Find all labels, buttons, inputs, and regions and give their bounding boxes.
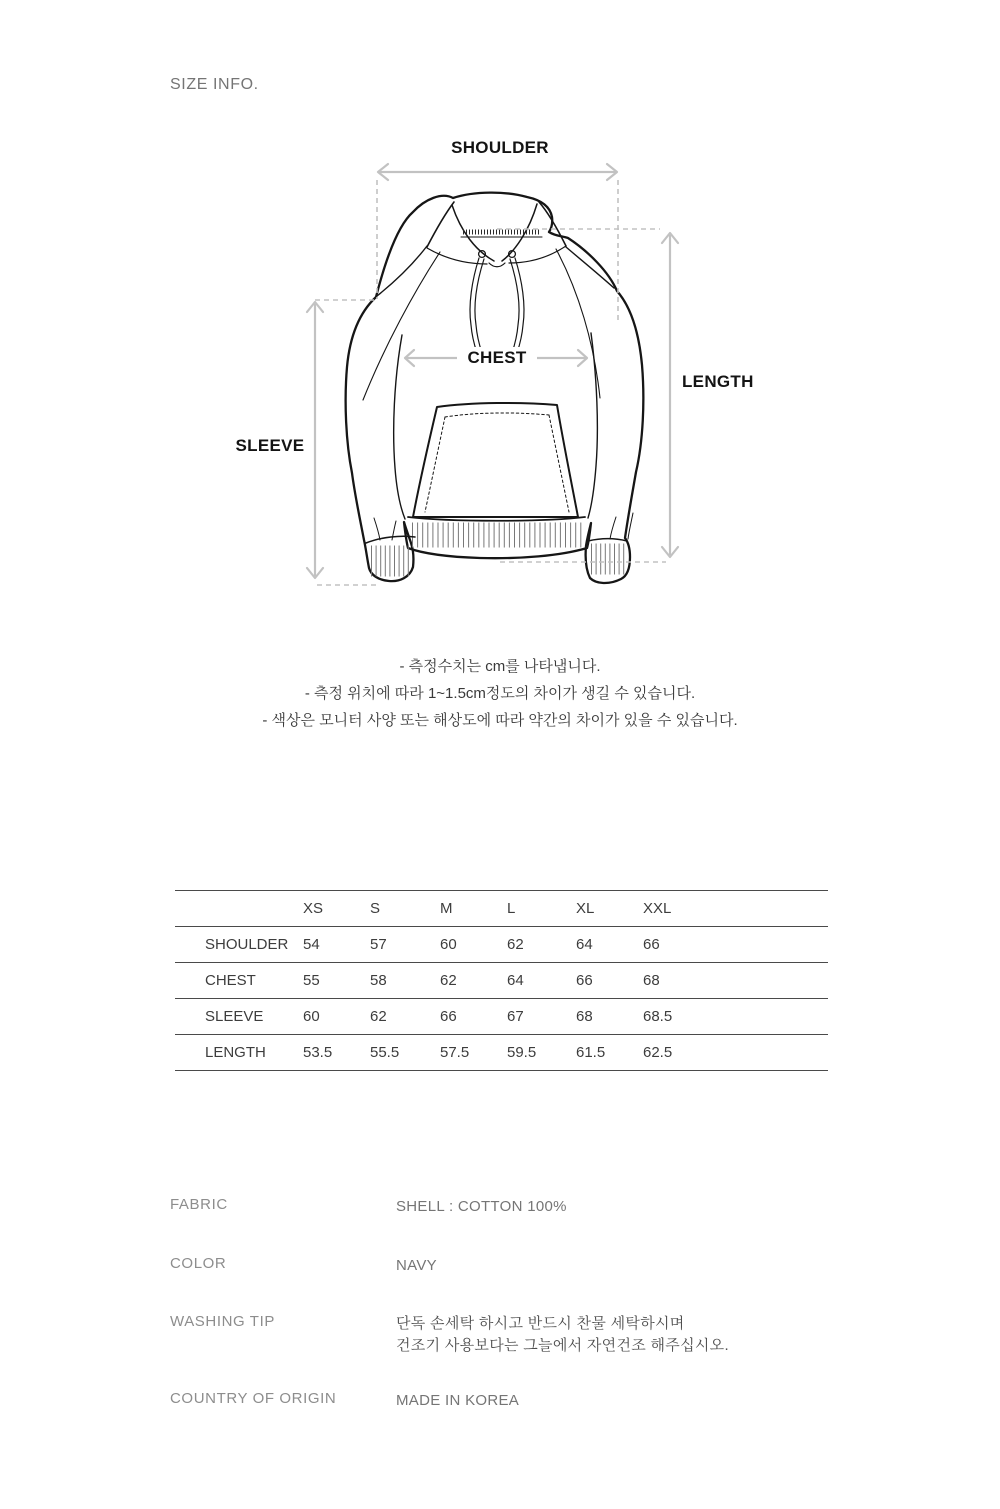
size-value: 66 [643, 936, 660, 953]
size-value: 54 [303, 936, 320, 953]
washing-tip-line: 건조기 사용보다는 그늘에서 자연건조 해주십시오. [396, 1337, 729, 1354]
size-value: 62 [440, 972, 457, 989]
size-value: 55.5 [370, 1044, 400, 1061]
table-row-length [175, 1035, 828, 1071]
size-value: 68 [576, 1008, 593, 1025]
size-value: 64 [507, 972, 524, 989]
sleeve-dimension-label: SLEEVE [235, 436, 305, 455]
row-label: LENGTH [205, 1044, 266, 1061]
size-value: 68 [643, 972, 660, 989]
size-value: 68.5 [643, 1008, 673, 1025]
size-column-header: M [440, 900, 453, 917]
note-line: - 측정수치는 cm를 나타냅니다. [399, 658, 601, 675]
size-value: 62.5 [643, 1044, 673, 1061]
size-value: 64 [576, 936, 593, 953]
size-column-header: L [507, 900, 516, 917]
note-line: - 색상은 모니터 사양 또는 해상도에 따라 약간의 차이가 있을 수 있습니다. [262, 712, 738, 729]
info-row-fabric [170, 1196, 567, 1218]
size-value: 55 [303, 972, 320, 989]
size-value: 60 [303, 1008, 320, 1025]
shoulder-dimension-label: SHOULDER [451, 138, 549, 157]
page-title: SIZE INFO. [170, 76, 259, 93]
size-table-header-row [175, 891, 828, 927]
size-value: 62 [507, 936, 524, 953]
size-value: 66 [576, 972, 593, 989]
info-row-color [170, 1255, 437, 1277]
table-row-chest [175, 963, 828, 999]
table-row-shoulder [175, 927, 828, 963]
row-label: SHOULDER [205, 936, 289, 953]
info-label: FABRIC [170, 1196, 228, 1213]
info-label: COUNTRY OF ORIGIN [170, 1390, 337, 1407]
chest-dimension-label: CHEST [457, 347, 537, 369]
size-value: 62 [370, 1008, 387, 1025]
size-column-header: XXL [643, 900, 672, 917]
size-column-header: S [370, 900, 381, 917]
info-value: MADE IN KOREA [396, 1392, 520, 1409]
washing-tip-line: 단독 손세탁 하시고 반드시 찬물 세탁하시며 [396, 1315, 685, 1332]
size-value: 57.5 [440, 1044, 470, 1061]
info-label: COLOR [170, 1255, 227, 1272]
size-column-header: XL [576, 900, 595, 917]
size-value: 66 [440, 1008, 457, 1025]
info-value [396, 1313, 729, 1357]
info-row-washing-tip [170, 1313, 729, 1357]
size-value: 60 [440, 936, 457, 953]
size-value: 53.5 [303, 1044, 333, 1061]
row-label: CHEST [205, 972, 256, 989]
row-label: SLEEVE [205, 1008, 264, 1025]
size-value: 61.5 [576, 1044, 606, 1061]
info-label: WASHING TIP [170, 1313, 275, 1330]
note-line: - 측정 위치에 따라 1~1.5cm정도의 차이가 생길 수 있습니다. [304, 685, 696, 702]
info-value: NAVY [396, 1257, 437, 1274]
size-value: 57 [370, 936, 387, 953]
size-diagram [0, 130, 1000, 650]
info-row-country-of-origin [170, 1390, 519, 1412]
info-value: SHELL : COTTON 100% [396, 1198, 567, 1215]
length-dimension-label: LENGTH [682, 372, 754, 391]
size-table [175, 890, 828, 1071]
size-column-header [175, 891, 303, 927]
measurement-notes [0, 653, 1000, 734]
size-value: 67 [507, 1008, 524, 1025]
size-value: 59.5 [507, 1044, 537, 1061]
size-column-header: XS [303, 900, 324, 917]
table-row-sleeve [175, 999, 828, 1035]
size-value: 58 [370, 972, 387, 989]
